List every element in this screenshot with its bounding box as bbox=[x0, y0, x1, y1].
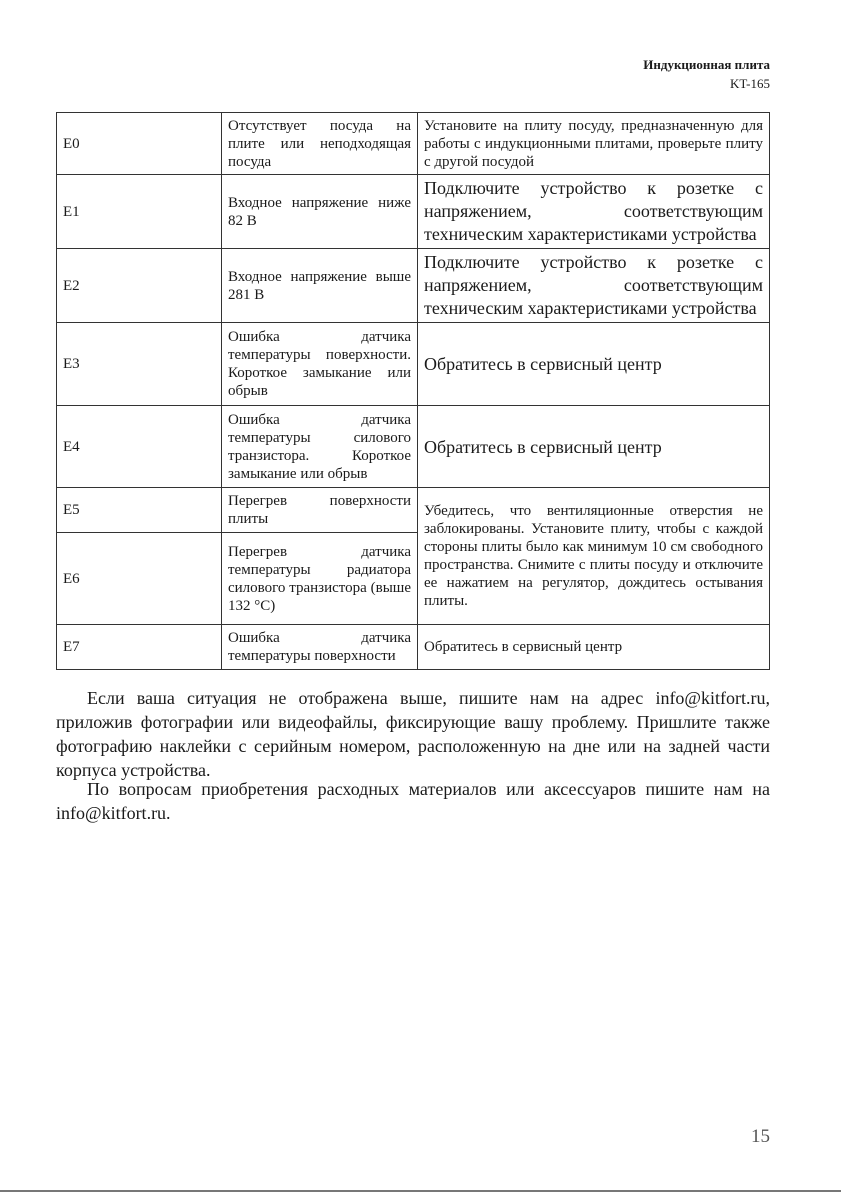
table-row bbox=[57, 113, 770, 175]
table-row bbox=[57, 625, 770, 670]
error-code: E5 bbox=[57, 488, 222, 533]
error-fix: Подключите устройство к розетке с напряжением, соответствующим техническим характеристиками устройства bbox=[418, 175, 770, 249]
table-row bbox=[57, 175, 770, 249]
error-code: E7 bbox=[57, 625, 222, 670]
table-row bbox=[57, 488, 770, 533]
error-cause: Входное напряжение ниже 82 В bbox=[222, 175, 418, 249]
bottom-rule bbox=[0, 1190, 841, 1192]
header-title: Индукционная плита bbox=[643, 57, 770, 72]
error-cause: Ошибка датчика температуры силового транзистора. Короткое замыкание или обрыв bbox=[222, 406, 418, 488]
error-code: E4 bbox=[57, 406, 222, 488]
error-fix: Обратитесь в сервисный центр bbox=[418, 406, 770, 488]
error-cause: Ошибка датчика температуры поверхности. Короткое замыкание или обрыв bbox=[222, 323, 418, 406]
error-code: E6 bbox=[57, 533, 222, 625]
table-row bbox=[57, 406, 770, 488]
error-codes-table bbox=[56, 112, 770, 670]
error-cause: Отсутствует посуда на плите или неподходящая посуда bbox=[222, 113, 418, 175]
error-cause: Перегрев поверхности плиты bbox=[222, 488, 418, 533]
error-fix: Убедитесь, что вентиляционные отверстия не заблокированы. Установите плиту, чтобы с каждой стороны плиты было как минимум 10 см свободного пространства. Снимите с плиты посуду и отключите ее нажатием на регулятор, дождитесь остывания плиты. bbox=[418, 488, 770, 625]
error-code: E0 bbox=[57, 113, 222, 175]
error-code: E3 bbox=[57, 323, 222, 406]
contact-paragraph: Если ваша ситуация не отображена выше, пишите нам на адрес info@kitfort.ru, приложив фотографии или видеофайлы, фиксирующие вашу проблему. Пришлите также фотографию наклейки с серийным номером, расположенную на дне или на задней части корпуса устройства. bbox=[56, 688, 770, 780]
running-header bbox=[643, 55, 770, 93]
error-cause: Входное напряжение выше 281 В bbox=[222, 249, 418, 323]
page-number: 15 bbox=[751, 1126, 770, 1147]
table-row bbox=[57, 249, 770, 323]
table-row bbox=[57, 323, 770, 406]
error-fix: Подключите устройство к розетке с напряжением, соответствующим техническим характеристиками устройства bbox=[418, 249, 770, 323]
accessories-paragraph: По вопросам приобретения расходных материалов или аксессуаров пишите нам на info@kitfort.ru. bbox=[56, 779, 770, 823]
header-model: KT-165 bbox=[730, 76, 770, 91]
error-code: E1 bbox=[57, 175, 222, 249]
error-fix: Обратитесь в сервисный центр bbox=[418, 323, 770, 406]
error-cause: Ошибка датчика температуры поверхности bbox=[222, 625, 418, 670]
error-fix: Установите на плиту посуду, предназначенную для работы с индукционными плитами, проверьте плиту с другой посудой bbox=[418, 113, 770, 175]
error-fix: Обратитесь в сервисный центр bbox=[418, 625, 770, 670]
error-cause: Перегрев датчика температуры радиатора силового транзистора (выше 132 °С) bbox=[222, 533, 418, 625]
error-code: E2 bbox=[57, 249, 222, 323]
